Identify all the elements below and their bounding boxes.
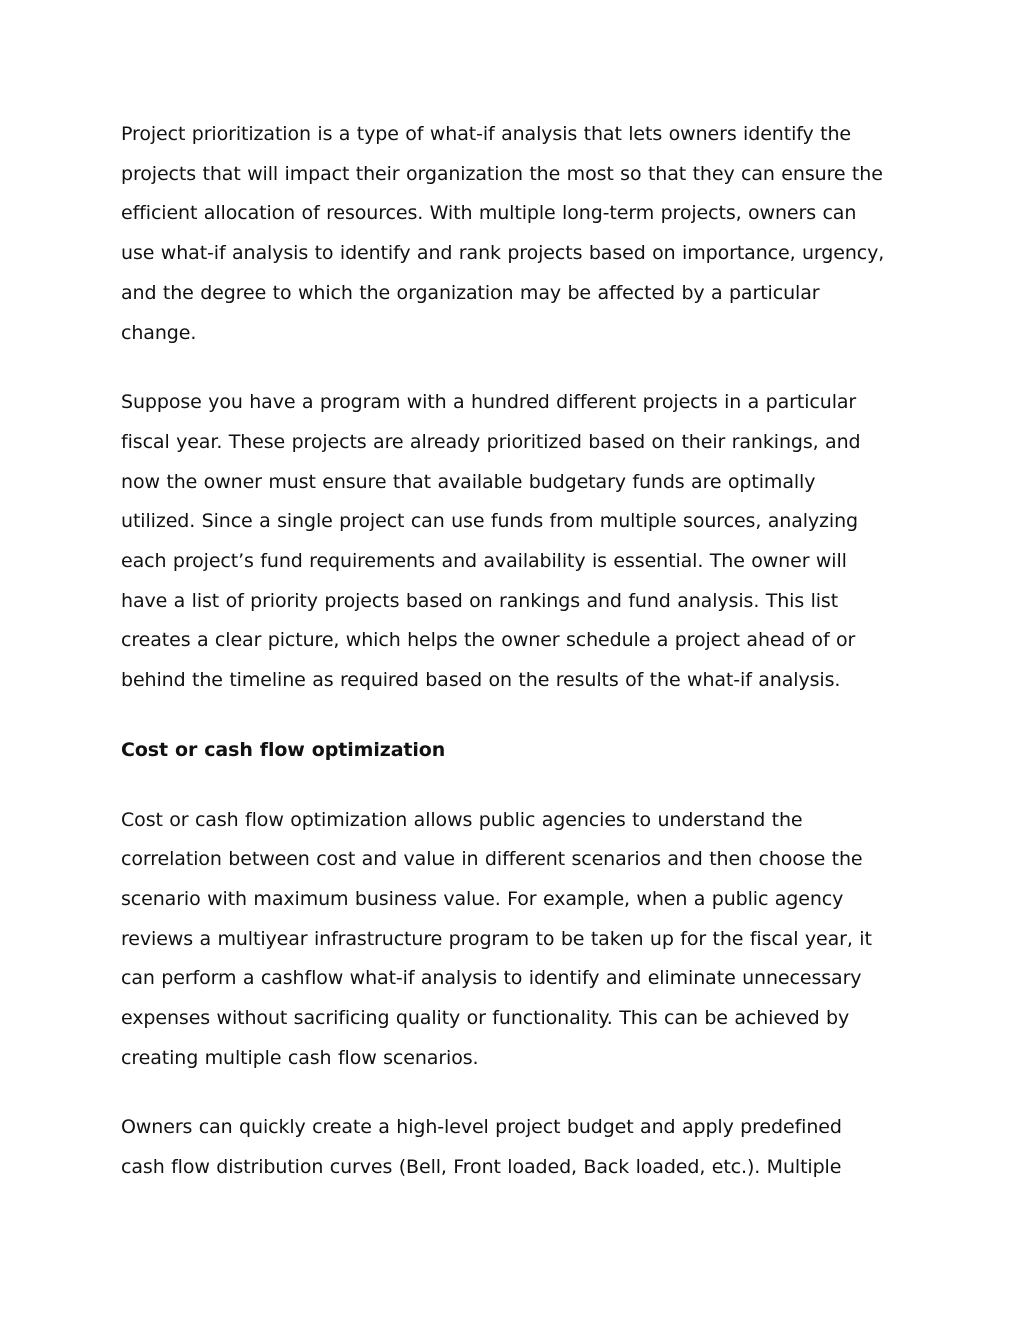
text-line: and the degree to which the organization may be affected by a particular [121, 281, 820, 304]
text-line: reviews a multiyear infrastructure program to be taken up for the fiscal year, it [121, 927, 872, 950]
text-line: Suppose you have a program with a hundred different projects in a particular [121, 391, 857, 414]
text-line: correlation between cost and value in different scenarios and then choose the [121, 848, 863, 871]
paragraph-program-example [121, 383, 921, 701]
text-line: now the owner must ensure that available budgetary funds are optimally [121, 470, 816, 493]
paragraph-cash-flow-optimization [121, 801, 921, 1079]
document-page [121, 115, 921, 1218]
text-line: can perform a cashflow what-if analysis to identify and eliminate unnecessary [121, 967, 862, 990]
text-line: efficient allocation of resources. With multiple long-term projects, owners can [121, 202, 857, 225]
text-line: Project prioritization is a type of what-if analysis that lets owners identify the [121, 123, 851, 145]
paragraph-project-prioritization [121, 115, 921, 353]
section-heading: Cost or cash flow optimization [121, 738, 446, 761]
text-line: Cost or cash flow optimization allows public agencies to understand the [121, 808, 803, 831]
paragraph-project-budget [121, 1108, 921, 1187]
text-line: cash flow distribution curves (Bell, Front loaded, Back loaded, etc.). Multiple [121, 1156, 842, 1179]
text-line: Owners can quickly create a high-level project budget and apply predefined [121, 1116, 842, 1139]
text-line: each project’s fund requirements and availability is essential. The owner will [121, 550, 847, 573]
text-line: behind the timeline as required based on the results of the what-if analysis. [121, 669, 841, 692]
text-line: utilized. Since a single project can use funds from multiple sources, analyzing [121, 510, 859, 533]
text-line: scenario with maximum business value. For example, when a public agency [121, 887, 844, 910]
text-line: fiscal year. These projects are already prioritized based on their rankings, and [121, 430, 861, 453]
text-line: change. [121, 321, 197, 344]
text-line: have a list of priority projects based on rankings and fund analysis. This list [121, 589, 839, 612]
text-line: projects that will impact their organization the most so that they can ensure the [121, 162, 883, 185]
text-line: expenses without sacrificing quality or functionality. This can be achieved by [121, 1007, 850, 1030]
text-line: use what-if analysis to identify and rank projects based on importance, urgency, [121, 242, 885, 265]
text-line: creating multiple cash flow scenarios. [121, 1046, 479, 1069]
text-line: creates a clear picture, which helps the owner schedule a project ahead of or [121, 629, 856, 652]
